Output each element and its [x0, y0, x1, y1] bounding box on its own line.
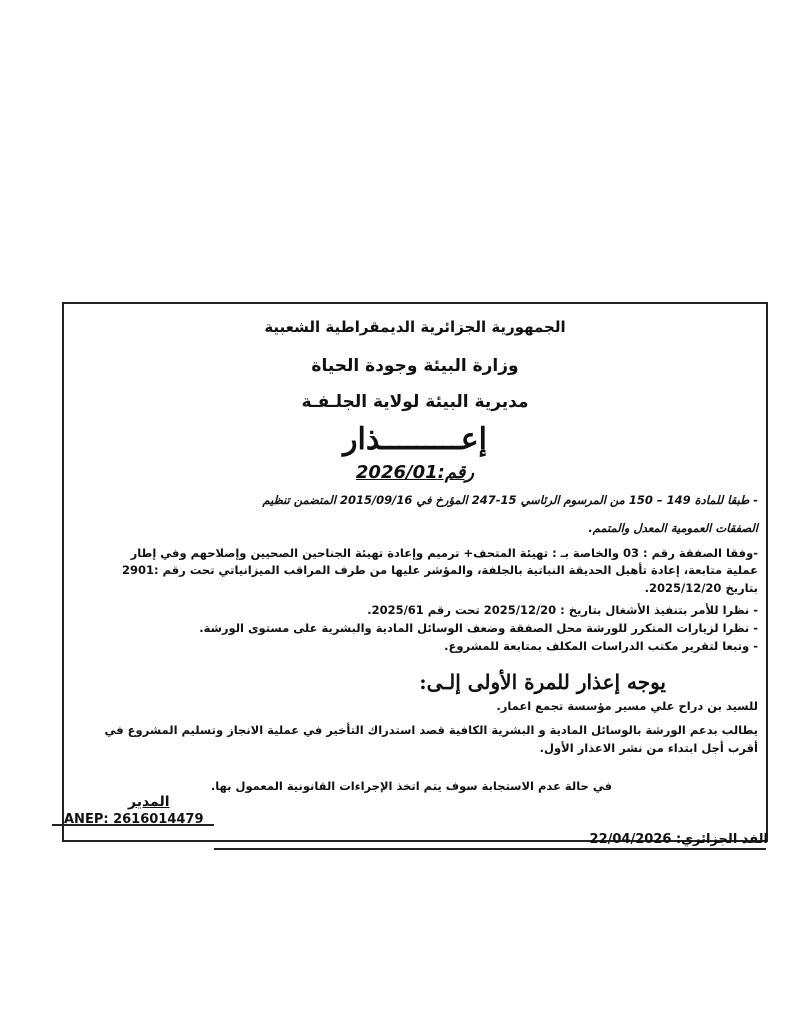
body-line-5: بتاريخ 2025/12/20.	[644, 581, 758, 595]
body-line-1: - طبقا للمادة 149 – 150 من المرسوم الرئاسي 15-247 المؤرخ في 2015/09/16 المتضمن تنظيم	[262, 493, 758, 507]
anep-code: ANEP: 2616014479	[64, 812, 204, 827]
notice-frame	[62, 302, 768, 842]
addressee-heading: يوجه إعذار للمرة الأولى إلـى:	[419, 670, 666, 694]
body-line-6: - نظرا للأمر بتنفيذ الأشغال بتاريخ : 2025/12/20 تحت رقم 2025/61.	[367, 603, 758, 617]
reference-number	[64, 462, 766, 484]
signature-rule	[52, 824, 214, 826]
demand-line-1: يطالب بدعم الورشة بالوسائل المادية و البشرية الكافية قصد استدراك التأخير في عملية الانجاز وتسليم المشروع في	[104, 723, 758, 737]
body-line-7: - نظرا لزيارات المتكرر للورشة محل الصفقة وضعف الوسائل المادية والبشرية على مستوى الورشة.	[199, 621, 758, 635]
directorate-heading: مديرية البيئة لولاية الجلـفـة	[301, 392, 529, 412]
publication-date	[590, 832, 768, 847]
republic-heading: الجمهورية الجزائرية الديمقراطية الشعبية	[264, 318, 566, 336]
body-line-4: عملية متابعة، إعادة تأهيل الحديقة النباتية بالجلفة، والمؤشر عليها من طرف المراقب الميزانياتي تحت رقم :2901	[121, 563, 758, 577]
reference-label: رقم:	[437, 462, 475, 483]
notice-title: إعـــــــــذار	[343, 422, 487, 457]
warning-line: في حالة عدم الاستجابة سوف يتم اتخذ الإجراءات القانونية المعمول بها.	[210, 779, 612, 793]
demand-line-2: أقرب أجل ابتداء من نشر الاعذار الأول.	[539, 741, 758, 755]
ministry-heading: وزارة البيئة وجودة الحياة	[311, 356, 519, 376]
publication-label: الفد الجزائري:	[675, 832, 768, 847]
body-line-8: - وتبعا لتقرير مكتب الدراسات المكلف بمتابعة للمشروع.	[444, 639, 758, 653]
reference-value: 2026/01	[355, 462, 438, 483]
director-signature: المدير	[128, 794, 170, 810]
recipient-line: للسيد بن دراح علي مسير مؤسسة تجمع اعمار.	[496, 699, 758, 713]
publication-date-value: 22/04/2026	[589, 832, 672, 847]
body-line-2: الصفقات العمومية المعدل والمتمم.	[588, 521, 758, 535]
date-rule	[214, 848, 766, 850]
body-line-3: -وفقا الصفقة رقم : 03 والخاصة بـ : تهيئة المتحف+ ترميم وإعادة تهيئة الجناحين الصحيين وإصلاحهم وفي إطار	[130, 546, 758, 560]
